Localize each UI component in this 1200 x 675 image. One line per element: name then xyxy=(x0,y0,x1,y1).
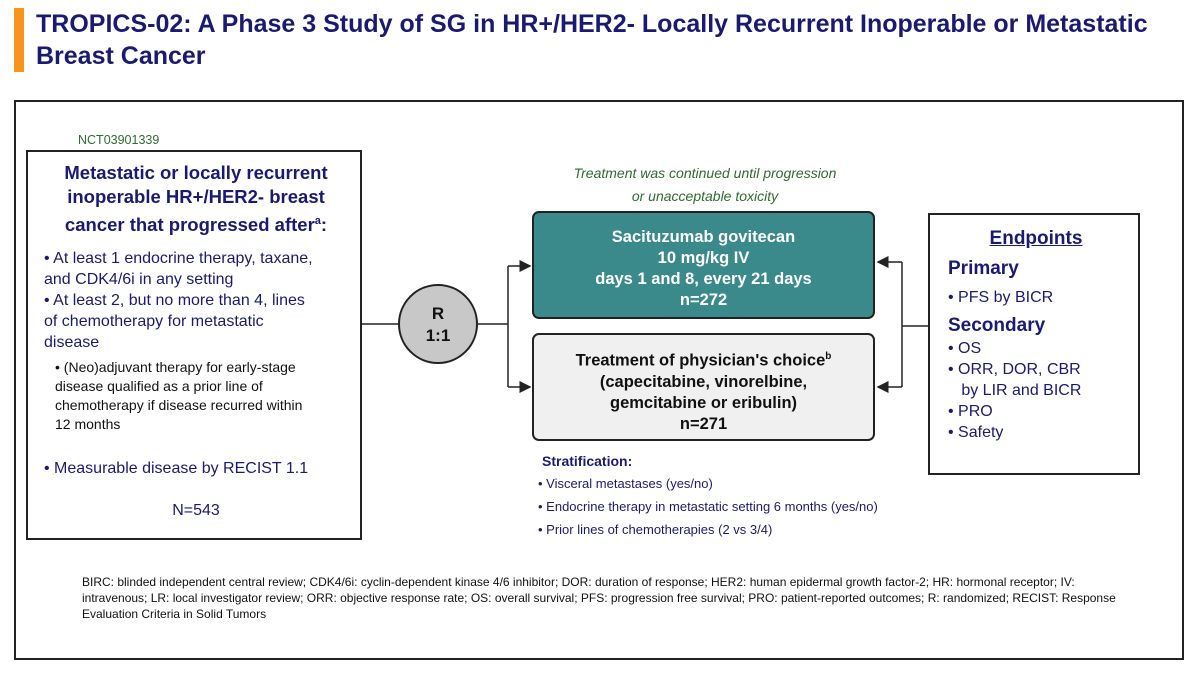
eligibility-heading-line2: inoperable HR+/HER2- breast xyxy=(67,186,325,207)
criterion-line: of chemotherapy for metastatic xyxy=(44,313,264,330)
criterion-line: • At least 1 endocrine therapy, taxane, xyxy=(44,250,313,267)
arm-tpc-drugs-line1: (capecitabine, vinorelbine, xyxy=(599,372,808,391)
secondary-endpoint-item: • ORR, DOR, CBR xyxy=(948,361,1081,378)
randomization-circle xyxy=(398,284,478,364)
criterion-neoadjuvant-note xyxy=(55,358,302,434)
footnote-marker-a: a xyxy=(314,215,321,227)
eligibility-heading-line3 xyxy=(28,209,364,237)
endpoints-box xyxy=(928,213,1140,475)
arm-sacituzumab-govitecan xyxy=(532,211,875,319)
arm-tpc-drugs-line2: gemcitabine or eribulin) xyxy=(609,393,798,412)
slide-title: TROPICS-02: A Phase 3 Study of SG in HR+/HER2- Locally Recurrent Inoperable or Metastatic Breast Cancer xyxy=(36,10,1148,70)
stratification-item: • Prior lines of chemotherapies (2 vs 3/4) xyxy=(538,522,773,537)
eligibility-heading-text: cancer that progressed after xyxy=(64,214,315,236)
secondary-endpoint-item: • OS xyxy=(948,340,982,357)
arm-tpc-title xyxy=(534,346,873,372)
randomization-label: R xyxy=(431,304,445,323)
continuation-note xyxy=(540,162,870,208)
secondary-endpoint-item: • Safety xyxy=(948,424,1004,441)
secondary-endpoint-label: Secondary xyxy=(948,315,1046,336)
criterion-line: disease xyxy=(44,334,100,351)
primary-endpoint-label: Primary xyxy=(948,258,1019,279)
primary-endpoint-item: • PFS by BICR xyxy=(948,289,1054,306)
continuation-note-line1: Treatment was continued until progression xyxy=(573,165,837,181)
arm-sg-drug: Sacituzumab govitecan xyxy=(611,228,796,246)
note-line: 12 months xyxy=(55,416,121,432)
criterion-chemotherapy-lines xyxy=(44,290,305,353)
arm-sg-dose: 10 mg/kg IV xyxy=(657,249,750,267)
endpoints-title: Endpoints xyxy=(989,228,1083,249)
abbreviations-footnote: BIRC: blinded independent central review; CDK4/6i: cyclin-dependent kinase 4/6 inhibitor; DOR: duration of response; HER2: human epidermal growth factor-2; HR: hormonal receptor; IV: intravenous; LR: local investigator review; ORR: objective response rate; OS: overall survival; PFS: progression free survival; PRO: patient-reported outcomes; R: randomized; RECIST: Response Evaluation Criteria in Solid Tumors xyxy=(82,575,1116,621)
eligibility-heading-colon: : xyxy=(320,214,328,236)
stratification-title: Stratification: xyxy=(542,453,633,469)
trial-id: NCT03901339 xyxy=(78,133,160,147)
arm-tpc-n: n=271 xyxy=(679,414,728,433)
randomization-ratio: 1:1 xyxy=(425,326,451,345)
note-line: • (Neo)adjuvant therapy for early-stage xyxy=(55,359,296,375)
stratification-item: • Endocrine therapy in metastatic setting 6 months (yes/no) xyxy=(538,499,878,514)
note-line: disease qualified as a prior line of xyxy=(55,378,263,394)
criterion-line: • At least 2, but no more than 4, lines xyxy=(44,292,305,309)
arm-physicians-choice xyxy=(532,333,875,441)
secondary-endpoint-item: by LIR and BICR xyxy=(948,382,1082,399)
criterion-line: and CDK4/6i in any setting xyxy=(44,271,234,288)
arm-sg-n: n=272 xyxy=(679,291,728,309)
criterion-endocrine xyxy=(44,248,313,290)
footnote-marker-b: b xyxy=(825,351,832,362)
note-line: chemotherapy if disease recurred within xyxy=(55,397,303,413)
eligibility-box xyxy=(26,150,362,540)
eligibility-heading-line1: Metastatic or locally recurrent xyxy=(64,162,328,183)
stratification-item: • Visceral metastases (yes/no) xyxy=(538,476,713,491)
continuation-note-line2: or unacceptable toxicity xyxy=(631,188,779,204)
secondary-endpoint-item: • PRO xyxy=(948,403,993,420)
eligibility-heading xyxy=(28,161,364,237)
arm-tpc-title-text: Treatment of physician's choice xyxy=(575,351,826,370)
arm-sg-schedule: days 1 and 8, every 21 days xyxy=(595,270,812,288)
criterion-measurable-disease: • Measurable disease by RECIST 1.1 xyxy=(44,460,309,477)
total-n: N=543 xyxy=(172,502,220,519)
